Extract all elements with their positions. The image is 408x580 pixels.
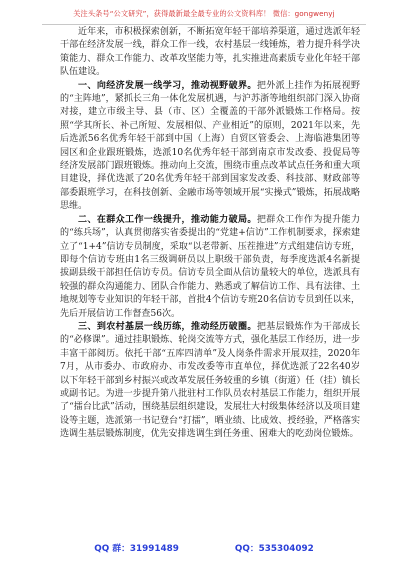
paragraph-section-2 xyxy=(60,214,360,321)
section-heading-2: 二、在群众工作一线提升，推动能力破局。 xyxy=(78,214,257,225)
footer-qq-group: QQ 群：31991489 xyxy=(94,544,179,554)
document-body xyxy=(60,26,360,442)
header-divider xyxy=(42,24,366,25)
paragraph-text: 把外派上挂作为拓展视野的“主阵地”，紧抓长三角一体化发展机遇，与沪苏浙等地组织部门深入协商对接，建立市级主导、县（市、区）全覆盖的干部外派锻炼工作格局。按照“学其所长、补己所短、发展相似、产业相近”的原则，2021年以来，先后选派56名优秀年轻干部到中国（上海）自贸区管委会、上海临港集团等园区和企业跟班锻炼，选派10名优秀年轻干部到南京市发改委、投促局等经济发展部门跟班锻炼。推动向上交流，围绕市重点改革试点任务和重大项目建设，择优选派了20名优秀年轻干部到国家发改委、科技部、财政部等部委跟班学习，在科技创新、金融市场等领域开展“实操式”锻炼，拓展战略思维。 xyxy=(60,80,361,212)
paragraph-text: 把基层锻炼作为干部成长的“必修课”。通过挂职锻炼、轮岗交流等方式，强化基层工作经历，进一步丰富干部阅历。依托干部“五库四清单”及人岗条件需求开展双挂，2020年7月，从市委办、市政府办、市发改委等市直单位，择优选派了22名40岁以下年轻干部到乡村振兴或改革发展任务较重的乡镇（街道）任（挂）镇长或副书记。为进一步提升第八批驻村工作队员农村基层工作能力，组织开展了“擂台比武”活动，围绕基层组织建设，发展壮大村级集体经济以及项目建设等主题，选派第一书记登台“打擂”，晒业绩、比成效、授经验，严格落实选调生基层锻炼制度，优先安排选调生到任务重、困难大的吃劲岗位锻炼。 xyxy=(60,321,361,440)
page-header: 关注头条号“公文研究”，获得最新最全最专业的公文资料库！ 微信：gongwenyj xyxy=(73,9,335,18)
paragraph-section-1 xyxy=(60,80,360,214)
paragraph-intro xyxy=(60,26,360,80)
page-footer xyxy=(0,541,408,554)
section-heading-3: 三、到农村基层一线历练，推动经历破圈。 xyxy=(78,321,257,332)
section-heading-1: 一、向经济发展一线学习，推动视野破界。 xyxy=(78,80,257,91)
paragraph-text: 把群众工作作为提升能力的“练兵场”，认真贯彻落实省委提出的“党建+信访”工作机制要求，探索建立了“1+4”信访专员制度，采取“以老带新、压茬推进”方式组建信访专班，即每个信访专班由1名三级调研员以上职级干部负责，每季度选派4名新提拔副县级干部担任信访专员。信访专员全面从信访量较大的单位，选派具有较强的群众沟通能力、团队合作能力、熟悉或了解信访工作、具有法律、土地规划等专业知识的年轻干部，首批4个信访专班20名信访专员到任以来，先后开展信访工作督查56次。 xyxy=(60,214,361,319)
paragraph-section-3 xyxy=(60,321,360,442)
footer-qq-contact: QQ：535304092 xyxy=(234,544,314,554)
paragraph-text: 近年来，市积极探索创新，不断拓宽年轻干部培养渠道，通过选派年轻干部在经济发展一线，群众工作一线，农村基层一线锤炼，着力提升科学决策能力、群众工作能力、改革攻坚能力等，扎实推进高素质专业化年轻干部队伍建设。 xyxy=(60,27,360,78)
